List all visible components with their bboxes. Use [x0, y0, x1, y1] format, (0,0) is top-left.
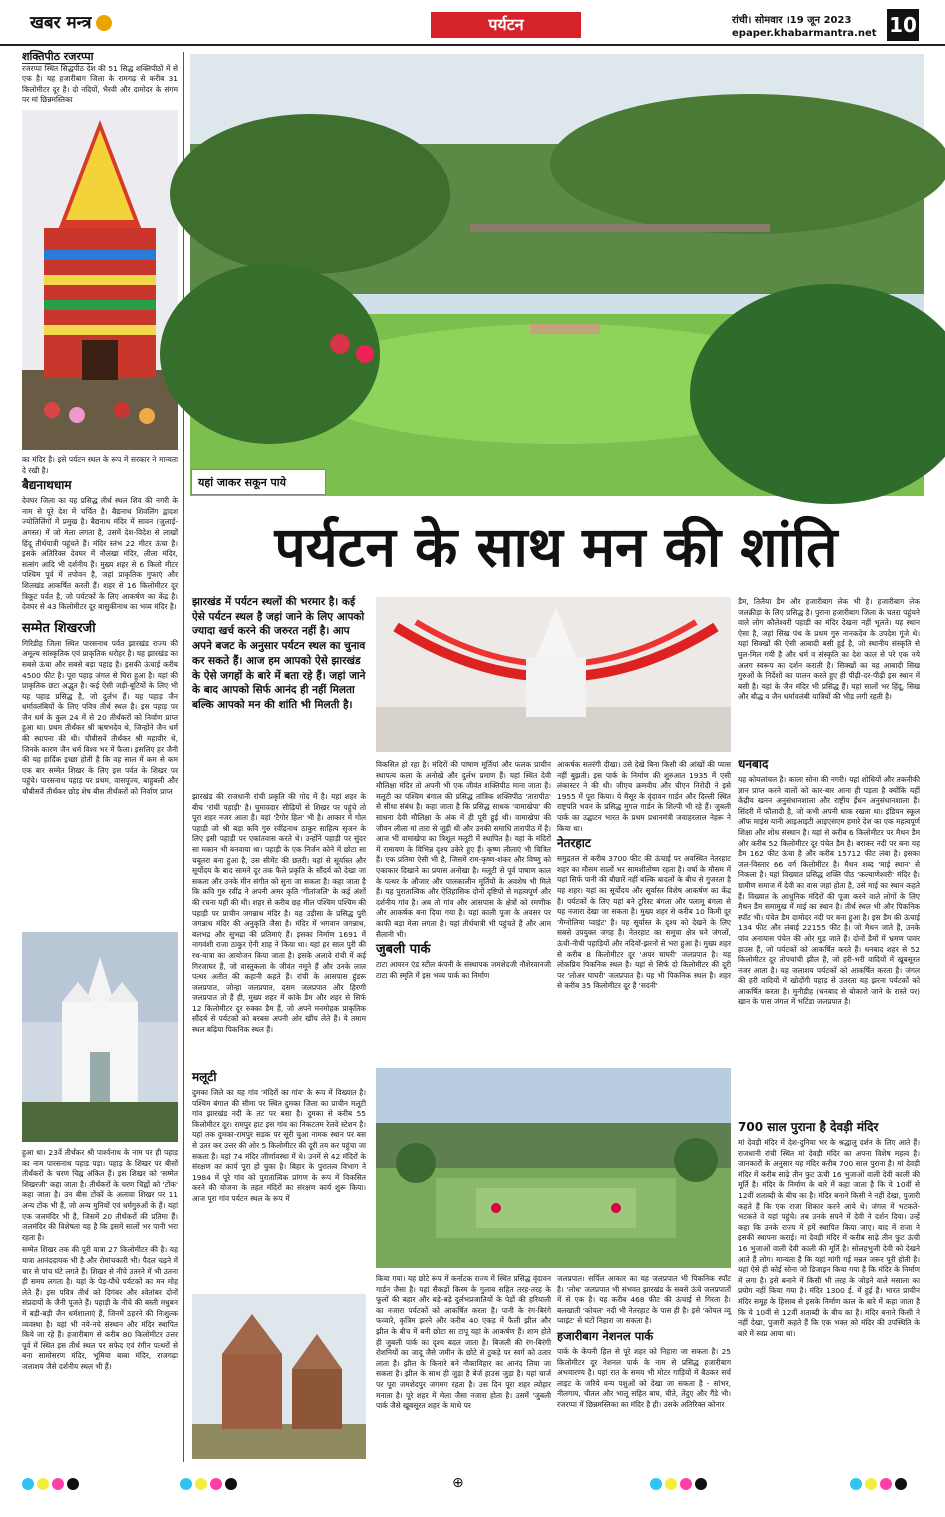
temple-flags-illustration	[376, 597, 731, 752]
intro-text: झारखंड में पर्यटन स्थलों की भरमार है। कई ऐसे पर्यटन स्थल है जहां जाने के लिए आपको ज्यादा खर्च करने की जरुरत नहीं है। आप अपने बजट के अनुसार पर्यटन स्थल का चुनाव कर सकते हैं। आज हम आपको ऐसे झारखंड के ऐसे जगहों के बारे में बता रहे हैं। जहां जाने के बाद आपको सिर्फ आनंद ही नहीं मिलता बल्कि आपको मन की शांति भी मिलती है।	[192, 596, 366, 711]
masthead	[0, 0, 945, 46]
hazaribagh-continued: डैम, तिलैया डैम और हजारीबाग लेक भी है। हजारीबाग लेक जलक्रीड़ा के लिए प्रसिद्ध है। पुराना हजारीबाग जिला के चतरा पहुंचने वाले लोग कौलेश्वरी पहाड़ी का मंदिर देखना नहीं भूलते। यह स्थान ऐसा है, जहां सिख पंथ के प्रथम गुरु नानकदेव के उपदेश गूंजे थे। यहां सिक्खों की ऐसी आबादी बसी हुई है, जो स्थानीय संस्कृति से घुल-मिल गयी है और धर्म व संस्कृति का देश काल से परे एक नये अलग स्वरूप का दर्शन कराती है। सिक्खों का यह आबादी सिख गुरुओं के निर्देशों का पालन करते हुए ही पीढ़ी-दर-पीढ़ी इस स्थान में बसी है। यहां के जैन मंदिर भी प्रसिद्ध हैं। यहां सालों भर हिंदू, सिख और बौद्ध व जैन धर्मावलंबी यात्रियों की भीड़ लगी रहती है।	[738, 597, 920, 702]
rajrappa-continued: का मंदिर है। इसे पर्यटन स्थल के रूप में सरकार ने मान्यता दे रखी है।	[22, 455, 178, 475]
baidyanath-text: देवघर जिला का यह प्रसिद्ध तीर्थ स्थल शिव की नगरी के नाम से पूरे देश में चर्चित है। बैद्यनाथ शिवलिंग द्वादश ज्योतिलिंगों में प्रमुख है। बैद्यनाथ मंदिर में सावन (जुलाई-अगस्त) में जो मेला लगता है, उसमें देश-विदेश से लाखों हिंदू तीर्थयात्री पहुंचते हैं। मंदिर स्तंभ 22 मीटर ऊंचा है। इसके अतिरिक्त देवघर में नौलखा मंदिर, लीला मंदिर, सत्संग आदि भी दर्शनीय हैं। मुख्य शहर से 6 किलो मीटर पश्चिम पूर्व में तपोवन है, जहां प्राकृतिक गुफाएं और शिलखंड आकर्षित करती हैं। शहर से 16 किलोमीटर दूर त्रिकूट पर्वत है, जो पर्यटकों के लिए आकर्षण का केंद्र है। देवघर से 43 किलोमीटर दूर बासुकीनाथ का भव्य मंदिर है।	[22, 496, 178, 612]
yellow-dot-icon	[195, 1478, 207, 1490]
jubilee-text: टाटा आयरन एंड स्टील कंपनी के संस्थापक जमशेदजी नौशेरवानजी टाटा की स्मृति में इस भव्य पार्क का निर्माण	[376, 960, 551, 980]
headline: पर्यटन के साथ मन की शांति	[274, 515, 838, 579]
rajrappa-heading: शक्तिपीठ रजरप्पा	[22, 50, 94, 63]
devri-section	[738, 1118, 920, 1463]
footer-color-marks-left	[22, 1475, 82, 1489]
netarhat-continued: जलप्रपात। सर्पिल आकार का यह जलप्रपात भी पिकनिक स्पॉट है। 'लोध' जलप्रपात भी संभवत झारखंड के सबसे ऊंचे जलप्रपातों में से एक है। यह करीब 468 फीट की ऊंचाई से गिरता है। बलखाती 'कोयल' नदी भी नेतरहाट के पास ही है। इसे 'कोयल व्यू प्वाइंट' से घंटों निहारा जा सकता है।	[557, 1274, 731, 1326]
left-column-text	[22, 455, 178, 875]
dhanbad-text: यह कोयलांचल है। काला सोना की नगरी। यहां शोधियों और तकनीकी ज्ञान प्राप्त करने वालों को कार-बार आना ही पड़ता है क्योंकि यहीं केंद्रीय खनन अनुसंधानशाला और राष्ट्रीय ईंधन अनुसंधानशाला हैं। सिंदरी में फौलादी है, जो कभी अपनी धाक रखता था। इंडियन स्कूल ऑफ माइंस यानी आइआइटी आइएसएम हमारे देश का एक महत्वपूर्ण शिक्षा और शोध संस्थान है। यहां से करीब 6 किलोमीटर पर मैथन डैम और करीब 52 किलोमीटर दूर पंचेत डैम है। बराकर नदी पर बना यह डैम 162 फीट ऊंचा है और करीब 15712 फीट लंबा है। इसका जल-विस्तार 66 वर्ग किलोमीटर है। मैथन शब्द 'माई स्थान' से निकला है। यहां विख्यात प्रसिद्ध शक्ति पीठ 'कल्याणेश्वरी' मंदिर है। ग्रामीण समाज में देवी का वास जहां होता है, उसे माई का स्थान कहते हैं। विख्यात के आधुनिक मंदिरों की पूजा करने वाले लोगों के लिए मैथन डैम समामुख में माई का स्थान है। तीर्थ स्थल भी और पिकनिक स्पॉट भी। पंचेत डैम दामोदर नदी पर बना हुआ है। इस डैम की ऊंचाई 134 फीट और लंबाई 22155 फीट है। जो मैथन जाते हैं, उनके पांव अनायास पंचेत की ओर मुड़ जाते हैं। दोनों डैमों में भ्रमण पावर हाउस हैं, जो पर्यटकों को आकर्षित करते हैं। धनबाद शहर से 52 किलोमीटर दूर तोपचांची झील है, जो हरी-भरी वादियों में खूबसूरत नजर आता है। यह जलाशय पर्यटकों को आकर्षित करता है। जंगल की हरी वादियों में खोदोंगी पहाड़ से उतरता यह झरना पर्यटकों को आकर्षित करता है। मुनीडीह (धनबाद से बोकारो जाने के रास्ते पर) खान के पास जंगल में भटिंडा जलप्रपात है।	[738, 775, 920, 1007]
footer-color-marks-mid-right	[650, 1475, 710, 1489]
baidyanath-heading: बैद्यनाथधाम	[22, 478, 72, 493]
netarhat-text: समुद्रतल से करीब 3700 फीट की ऊंचाई पर अवस्थित नेतरहाट शहर का मौसम सालों भर सामशीतोष्ण रहता है। वर्षा के मौसम में यहां सिर्फ पानी की बौछारें नहीं बल्कि बादलों के बीच से गुजरता है यह शहर। यहां का सूर्योदय और सूर्यास्त विशेष आकर्षण का केंद्र है। पर्यटकों के लिए यहां बने टूरिस्ट बंगला और पलामू बंगला से यह नजारा देखा जा सकता है। मुख्य शहर से करीब 10 किमी दूर 'मैग्नोलिया प्वाइंट' है। यह सूर्यास्त के दृश्य को देखने के लिए सबसे उपयुक्त जगह है। नेतरहाट का समूचा क्षेत्र घने जंगलों, ऊंची-नीची पहाड़ियों और नदियों-झरनों से भरा हुआ है। मुख्य शहर से करीब 8 किलोमीटर दूर 'अपर घाघरी' जलप्रपात है। यह लोकप्रिय पिकनिक स्थल है। यहां से सिर्फ दो किलोमीटर की दूरी पर 'लोअर घाघरी' जलप्रपात है। यह भी पिकनिक स्थल है। शहर से करीब 35 किलोमीटर दूर है 'सदनी'	[557, 854, 731, 991]
cyan-dot-icon	[850, 1478, 862, 1490]
dhanbad-section	[738, 755, 920, 1115]
park-illustration	[376, 1068, 731, 1268]
magenta-dot-icon	[680, 1478, 692, 1490]
hazaribagh-text: पार्क के केंपनी हिल से पूरे शहर को निहारा जा सकता है। 25 किलोमीटर दूर नेशनल पार्क के नाम से प्रसिद्ध हजारीबाग अभयारण्य है। यहां रात के समय भी मोटर गाड़ियों में बैठकर सर्च लाइट के जरिये वन्य पशुओं को देखा जा सकता है - सांभर, नीलगाय, चीतल और भालू सहित बाघ, चीते, तेंदुए और गैंडे भी। रजरप्पा में छिन्नमस्तिका का मंदिर है ही। उसके अतिरिक्त कोनार	[557, 1346, 731, 1409]
black-dot-icon	[225, 1478, 237, 1490]
maluti-section	[192, 1068, 366, 1288]
maluti-text: दुमका जिले का यह गांव 'मंदिरों का गांव' के रूप में विख्यात है। पश्चिम बंगाल की सीमा पर स्थित दुमका जिला का प्राचीन मलूटी गांव झारखंड नदी के तट पर बसा है। दुमका से करीब 55 किलोमीटर दूर। रामपुर हाट इस गांव का निकटतम रेलवे स्टेशन है। यहां तक दुमका-रामपुर सड़क पर सूरी चुआ नामक स्थान पर बस से उतर कर उत्तर की ओर 5 किलोमीटर की दूरी तय कर पहुंचा जा सकता है। यहां 74 मंदिर जीर्णावस्था में थे। उनमें से 42 मंदिरों के संरक्षण का कार्य पूरा हो चुका है। बिहार के पुरातत्व विभाग ने 1984 में पूरे गांव को पुरातात्विक प्रांगण के रूप में विकसित करने की योजना के तहत मंदिरों का संरक्षण कार्य शुरू किया। आज पूरा गांव पर्यटन स्थल के रूप में	[192, 1088, 366, 1203]
netarhat-heading: नेतरहाट	[557, 836, 591, 851]
dateline	[732, 14, 877, 40]
dhanbad-heading: धनबाद	[738, 757, 769, 771]
parasnath-temple-photo	[22, 932, 178, 1142]
netarhat-section	[557, 760, 731, 1045]
black-dot-icon	[67, 1478, 79, 1490]
shikharji-text: गिरिडीह जिला स्थित पारसनाथ पर्वत झारखंड राज्य की अमूल्य सांस्कृतिक एवं प्राकृतिक धरोहर है। यह झारखंड का सबसे ऊंचा और सबसे बड़ा पहाड़ है। इसकी ऊंचाई करीब 4500 फीट है। पूरा पहाड़ जंगल से घिरा हुआ है। यहां की प्राकृतिक छटा अद्भुत है। कई ऐसी जड़ी-बूटियों के लिए भी यह पहाड़ प्रसिद्ध है, जो दुर्लभ हैं। यह पहाड़ जैन धर्मावलंबियों के लिए पवित्र तीर्थ स्थल है। इस पहाड़ पर जैन धर्म के कुल 24 में से 20 तीर्थंकरों को निर्वाण प्राप्त हुआ था। प्रथम तीर्थंकर श्री ऋषभदेव थे, जिन्होंने जैन धर्म की स्थापना की थी। चौबीसवें तीर्थंकर श्री महावीर थे, जिनके कारण जैन धर्म विश्व भर में फैला। इसलिए हर जैनी की यह हार्दिक इच्छा होती है कि वह साल में कम से कम एक बार सम्मेत शिखर के लिए इस पर्वत के शिखर पर पहुंचे। पारसनाथ पहाड़ पर प्रथम, वासपूज्य, बाहुबली और चौबीसवें तीर्थंकर छोड़ शेष बीस तीर्थंकरों को निर्वाण प्राप्त	[22, 638, 178, 797]
cyan-dot-icon	[22, 1478, 34, 1490]
rajrappa-text: रजरप्पा स्थित सिद्धपीठ देश की 51 सिद्ध शक्तिपीठों में से एक है। यह हजारीबाग जिला के रामगढ़ से करीब 31 किलोमीटर दूर है। दो नदियों, भैरवी और दामोदर के संगम पर मां छिन्नमस्तिका	[22, 63, 178, 105]
shikharji-continued-block	[22, 1148, 178, 1458]
temple-photo	[376, 597, 731, 752]
garden-illustration	[190, 54, 924, 496]
devri-heading: 700 साल पुराना है देवड़ी मंदिर	[738, 1120, 879, 1134]
jubilee-heading: जुबली पार्क	[376, 942, 431, 958]
date: रांची। सोमवार ।19 जून 2023	[732, 15, 852, 26]
brand-name: खबर मन्त्र	[30, 10, 112, 33]
page-number: 10	[887, 9, 919, 41]
hazaribagh-section	[557, 1274, 731, 1464]
jubilee-park-photo	[376, 1068, 731, 1268]
maluti-temple-photo	[192, 1294, 366, 1459]
magenta-dot-icon	[210, 1478, 222, 1490]
maluti-heading: मलूटी	[192, 1070, 217, 1084]
jubilee-bottom-text: किया गया। यह छोटे रूप में कर्नाटक राज्य में स्थित प्रसिद्ध वृंदावन गार्डन जैसा है। यहां सैकड़ों किस्म के गुलाब सहित तरह-तरह के फूलों की बहार और बड़े-बड़े दुर्लभप्रजातियों के पेड़ों की हरियाली का नजारा पर्यटकों को आकर्षित करता है। पानी के रंग-बिरंगे फव्वारे, कृत्रिम झरने और करीब 40 एकड़ में फैली झील और झील के बीच में बनी छोटा सा टापू यहां के आकर्षण हैं। शाम होते ही जुबली पार्क का दृश्य बदल जाता है। बिजली की रंग-बिरंगी रोशनियों का जादू जैसे जमीन के छोटे से टुकड़े पर स्वर्ग को उतार लाता है। झील के किनारे बने नौकाविहार का आनंद लिया जा सकता है। झील के साथ ही जुड़ा है बेर्ज हाउस जुड़ा है। यहां चार्ज पर पूरा जमशेदपुर जगमग रहता है। उस दिन पूरा शहर त्योहार मनाता है। पूरे शहर में मेला जैसा नजारा होता है। उसमें 'जुबली पार्क जैसे खूबसूरत शहर के माथे पर	[376, 1274, 551, 1411]
black-dot-icon	[895, 1478, 907, 1490]
epaper-url[interactable]: epaper.khabarmantra.net	[732, 28, 877, 39]
yellow-dot-icon	[665, 1478, 677, 1490]
cyan-dot-icon	[650, 1478, 662, 1490]
jubilee-continued: आकर्षक सतरंगी दीखा। उसे देखे बिना किसी की आंखों की प्यास नहीं बुझती। इस पार्क के निर्माण की शुरुआत 1935 में एसी लंकास्टर ने की थी। जीएच क्रमवीय और चीएन निरोदी ने इसे 1955 में पूरा किया। ये मैसूर के वृंदावन गार्डन और दिल्ली स्थित राष्ट्रपति भवन के प्रसिद्ध मुगल गार्डन के शिल्पी भी रहे हैं। जुबली पार्क का उद्घाटन भारत के प्रथम प्रधानमंत्री जवाहरलाल नेहरू ने किया था।	[557, 760, 731, 833]
jubilee-bottom-section	[376, 1274, 551, 1464]
maluti-continued-section	[376, 760, 551, 1045]
shikharji-continued-2: सम्मेत शिखर तक की पूरी यात्रा 27 किलोमीटर की है। यह यात्रा आनंददायक भी है और रोमांचकारी भी। पैदल चढ़ने में चार से पांच घंटे लगते हैं। शिखर से नीचे उतरने में भी उतना ही समय लगता है। यहां के पेड़-पौधे पर्यटकों का मन मोह लेते हैं। इस पवित्र तीर्थ को दिगंबर और श्वेतांबर दोनों संप्रदायों के जैनी पूजते हैं। पहाड़ी के नीचे की बस्ती मधुबन में बड़ी-बड़ी जैन धर्मशालाएं हैं, जिनमें ठहरने की निःशुल्क व्यवस्था है। यहां भी नये-नये संस्थान और मंदिर स्थापित किये जा रहे हैं। हजारीबाग से करीब 80 किलोमीटर उत्तर पूर्व में स्थित इस तीर्थ स्थल पर सफेद एवं रंगीन पत्थरों से बना सामोसरण मंदिर, भूमिया बाबा मंदिर, राजगढ़ा जलाशय जैसे दर्शनीय स्थल भी हैं।	[22, 1245, 178, 1371]
magenta-dot-icon	[880, 1478, 892, 1490]
shikharji-continued: हुआ था। 23वें तीर्थंकर श्री पार्श्वनाथ के नाम पर ही पहाड़ का नाम पारसनाथ पहाड़ पड़ा। पहाड़ के शिखर पर बीसों तीर्थंकरों के चरण चिह्न अंकित हैं। इस शिखर को 'सम्मेत शिखरजी' कहा जाता है। तीर्थंकरों के चरण चिह्नों को 'टोंक' कहा जाता है। उन बीस टोंकों के अलावा शिखर पर 11 अन्य टोंक भी हैं, जो अन्य मुनियों एवं धर्मगुरुओं के हैं। यहां एक जलमंदिर भी है, जिसमें 20 तीर्थंकरों की प्रतिमा हैं। जलमंदिर की विशेषता यह है कि इसमें सालों भर पानी भरा रहता है।	[22, 1148, 178, 1242]
devri-text: मां देवड़ी मंदिर में देश-दुनिया भर के श्रद्धालु दर्शन के लिए आते हैं। राजधानी रांची स्थित मां देवड़ी मंदिर का अपना विशेष महत्व है। जानकारों के अनुसार यह मंदिर करीब 700 साल पुराना है। मां देवड़ी मंदिर में करीब साढ़े तीन फुट ऊंची 16 भुजाओं वाली देवी काली की मूर्ति है। मंदिर के निर्माण के बारे में कहा जाता है कि ये 10वीं से 12वीं शताब्दी के बीच का है। मंदिर बनाने किसी ने नहीं देखा, पुजारी कहते हैं कि एक राजा शिकार करने आये थे। जंगल में भटकते-भटकते वे यहां पहुंचे। तब उनके सपने में देवी ने दर्शन दिया। उन्हें कहा कि उनके राज्य में हमें स्थापित किया जाए। बाद में राजा ने इसकी स्थापना कराई। मां देवड़ी मंदिर में करीब साढ़े तीन फुट ऊंची 16 भुजाओं वाली देवी काली की मूर्ति है। सोलहभुजी देवी को देखने आते हैं लोग। मान्यता है कि यहां मांगी गई मन्नत जरूर पूरी होती है। यहां ऐसे ही कोई सोना जो डिजाइन किया गया है कि मंदिर के निर्माण में लगा है। इसे बनाने में किसी भी तरह के जोड़ने वाले मसाला का प्रयोग नहीं किया गया है। मंदिर 1300 ई. में हुई है। भारत प्राचीन मंदिर समूह के हिसाब से इसके निर्माण काल के बारे में कहा जाता है कि ये 10वीं से 12वीं शताब्दी के बीच का है। मंदिर बनाने किसी ने नहीं देखा, पुजारी कहते हैं कि एक भक्त को मंदिर की उपस्थिति के बारे में स्वप्न आया था।	[738, 1138, 920, 1338]
terracotta-temple-illustration	[192, 1294, 366, 1459]
white-temple-illustration	[22, 932, 178, 1142]
rajrappa-temple-photo	[22, 110, 178, 450]
yellow-dot-icon	[37, 1478, 49, 1490]
registration-mark-icon: ⊕	[452, 1475, 464, 1491]
rajrappa-section	[22, 50, 178, 105]
brand-logo-icon	[96, 15, 112, 31]
column-divider	[183, 52, 184, 1462]
cyan-dot-icon	[180, 1478, 192, 1490]
section-label: पर्यटन	[431, 12, 581, 38]
ranchi-text: झारखंड की राजधानी रांची प्रकृति की गोद में है। यहां शहर के बीच 'रांची पहाड़ी' है। घुमावदार सीढ़ियों से शिखर पर पहुंचे तो पूरा शहर नजर आता है। यहां 'टैगोर हिल' भी है। आकार में गोल पहाड़ी जो श्री बड़ा कवि गुरु रवींद्रनाथ ठाकुर साहित्य सृजन के लिए इसी पहाड़ी पर एकांतवास करते थे। उन्होंने पहाड़ी पर सुंदर सा मकान भी बनवाया था। पहाड़ी के एक निर्जन कोने में छोटा सा चबूतरा बना हुआ है, उस सीमेंट की छतरी। यहां से सूर्यास्त और सूर्योदय के बाद सामने दूर तक फैले प्रकृति के सौंदर्य को देखा जा सकता और उनके मीन संगीत को सुना जा सकता है। कहा जाता है कि कवि गुरु रवींद्र ने अपनी अमर कृति 'गीतांजलि' के कई अंशों की रचना यहीं की थी। शहर से करीब छह मील पश्चिम पश्चिम की पहाड़ी पर प्राचीन जगन्नाथ मंदिर है। यह उड़ीसा के प्रसिद्ध पुरी जगन्नाथ मंदिर की अनुकृति जैसा है। मंदिर में भगवान जगन्नाथ, बलभद्र और सुभद्रा की प्रतिमाएं हैं। इसका निर्माण 1691 में नागवंशी राजा ठाकुर ऐनी शाह ने किया था। यहां हर साल पुरी की रथ-यात्रा का आयोजन किया जाता है। इसके अलावे रांची में कई गिरजाघर हैं, जो वास्तुकला के जीवंत नमूने हैं और उनके लाल पत्थर अतीत की कहानी कहते हैं। रांची के आसपास हुंडरू जलप्रपात, जोन्हा जलप्रपात, दसम जलप्रपात और हिरणी जलप्रपात तो हैं ही, मुख्य शहर में कांके डैम और शहर से सिर्फ 12 किलोमीटर दूर रुक्का डैम हैं, जो अपने मनमोहक प्राकृतिक सौंदर्य से पर्यटकों को बरबस अपनी ओर खींच लेते हैं। ये तमाम स्थल बढ़िया पिकनिक स्थल हैं।	[192, 792, 366, 1035]
ranchi-section	[192, 792, 366, 1062]
yellow-dot-icon	[865, 1478, 877, 1490]
right-top-section	[738, 597, 920, 749]
footer-color-marks-right	[850, 1475, 910, 1489]
temple-illustration	[22, 110, 178, 450]
magenta-dot-icon	[52, 1478, 64, 1490]
footer-color-marks-mid-left	[180, 1475, 240, 1489]
main-garden-photo	[190, 54, 924, 496]
shikharji-heading: सम्मेत शिखरजी	[22, 620, 96, 636]
black-dot-icon	[695, 1478, 707, 1490]
maluti-continued: विकसित हो रहा है। मंदिरों की पाषाण मूर्तियां और फलक प्राचीन स्थापत्य कला के अनोखे और दुर्लभ प्रमाण हैं। यहां स्थित देवी मौलिक्षा मंदिर तो अपनी भी एक जीवंत शक्तिपीठ माना जाता है। मलूटी का पश्चिम बंगाल की प्रसिद्ध तांत्रिक शक्तिपीठ 'तारापीठ' से सीधा संबंध है। कहा जाता है कि प्रसिद्ध साधक 'वामाखेपा' की साधना देवी मौलिक्षा के अंक में ही पूरी हुई थी। वामाखेपा की जीवन लीला मां तारा से जुड़ी थी और उनकी समाधि तारापीठ में है। आज भी वामाखेपा का त्रिशूल मलूटी में स्थापित है। यहां के मंदिरों में रामायण के विभिन्न दृश्य उकेरे हुए हैं। कृष्ण लीलाएं भी चित्रित हैं। एक प्रतिमा ऐसी भी है, जिसमें राम-कृष्ण-शंकर और विष्णु को एकाकार दिखाने का प्रयास अनोखा है। मलूटी से पूर्व पाषाण काल के पत्थर के औजार और पालकालीन मूर्तियों के अवशेष भी मिले हैं। यह पुरातात्विक और ऐतिहासिक दोनों दृष्टियों से महत्वपूर्ण और दर्शनीय गांव है। अब तो गांव और आसपास के क्षेत्रों को रमणीक और आकर्षक बना दिया गया है। यहां काली पूजा के अवसर पर काफी बड़ा मेला लगता है। यहां तीर्थयात्री भी पहुंचते हैं और आम सैलानी भी।	[376, 760, 551, 939]
hazaribagh-heading: हजारीबाग नेशनल पार्क	[557, 1328, 654, 1343]
photo-caption: यहां जाकर सकून पाये	[191, 469, 326, 495]
